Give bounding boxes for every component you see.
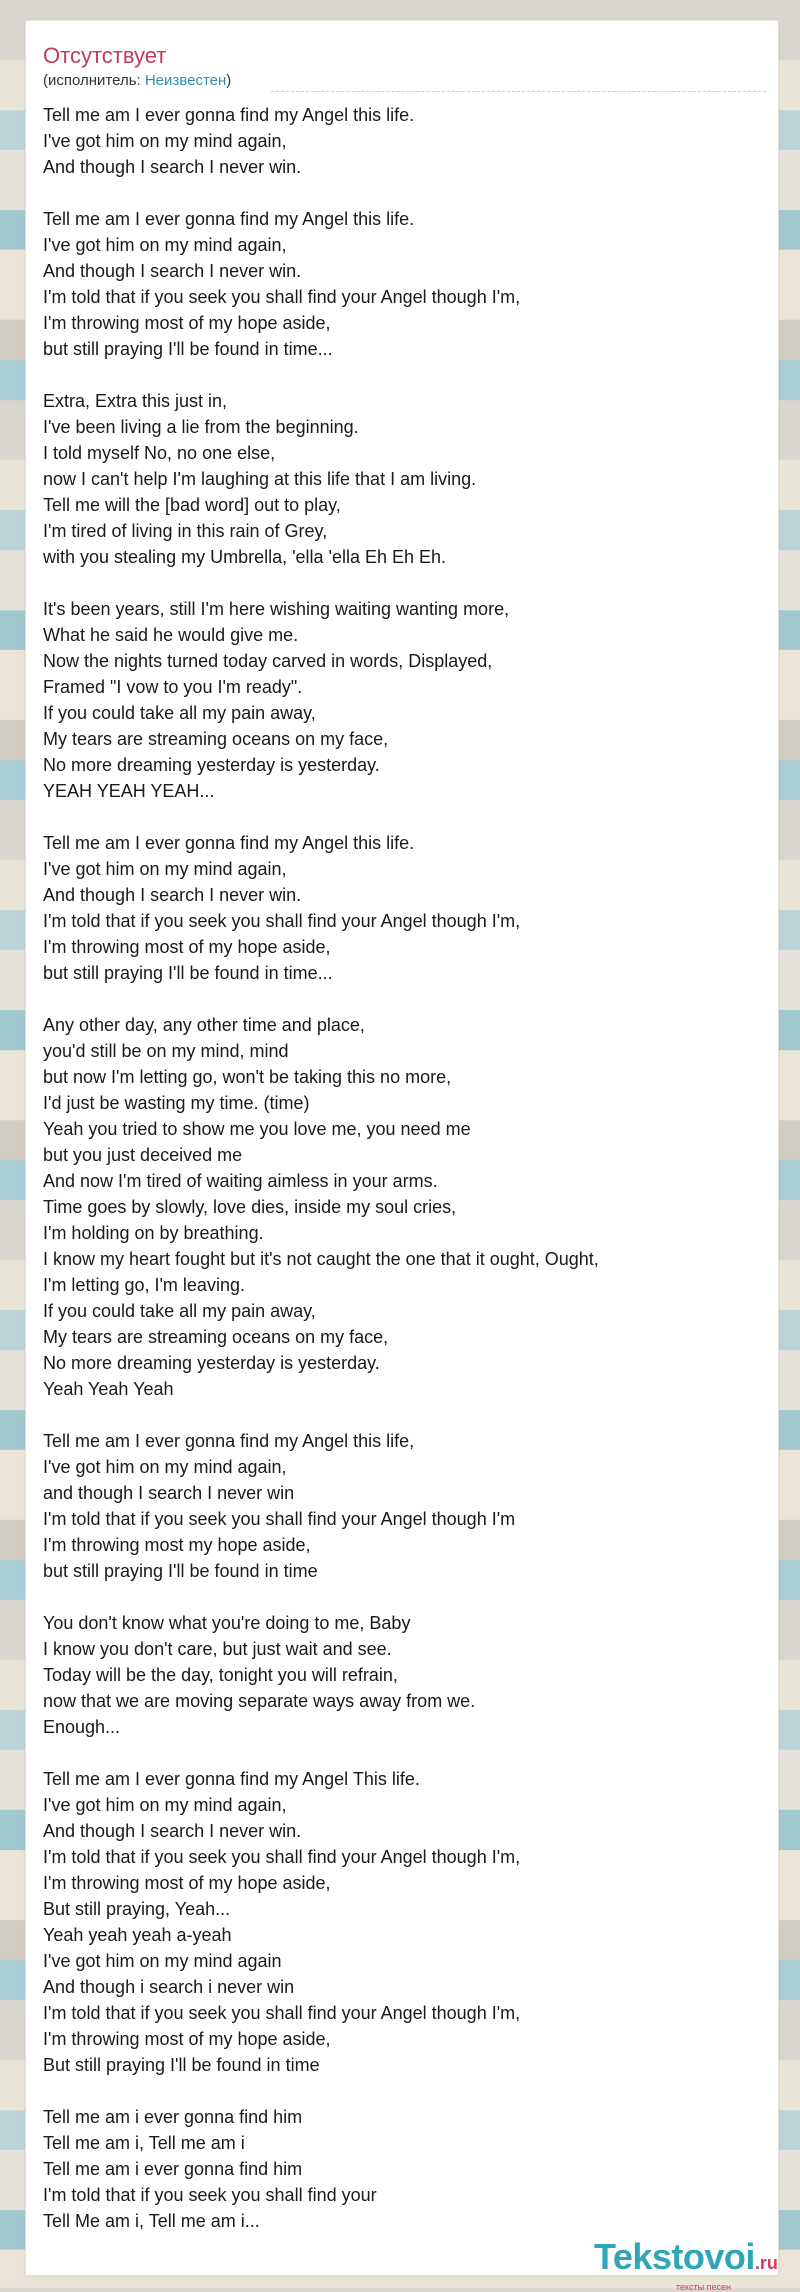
lyric-line: And though I search I never win.: [43, 157, 302, 177]
lyric-line: I'm throwing most my hope aside,: [43, 1535, 311, 1555]
lyrics-stanza: [43, 388, 763, 570]
lyric-line: I'm told that if you seek you shall find your Angel though I'm,: [43, 2003, 521, 2023]
lyric-line: If you could take all my pain away,: [43, 1301, 316, 1321]
lyric-line: I'm throwing most of my hope aside,: [43, 937, 331, 957]
lyric-line: and though I search I never win: [43, 1483, 295, 1503]
lyric-line: Framed "I vow to you I'm ready".: [43, 677, 303, 697]
lyric-line: I'm told that if you seek you shall find your: [43, 2185, 377, 2205]
logo-wordmark: [594, 2238, 794, 2282]
song-title: Отсутствует: [43, 43, 167, 68]
lyrics-card: [25, 20, 779, 2292]
lyric-line: I'm letting go, I'm leaving.: [43, 1275, 245, 1295]
lyric-line: And though I search I never win.: [43, 885, 302, 905]
lyric-line: with you stealing my Umbrella, 'ella 'ella Eh Eh Eh.: [43, 547, 447, 567]
lyric-line: now I can't help I'm laughing at this life that I am living.: [43, 469, 477, 489]
performer-line: [43, 72, 231, 89]
lyric-line: I'm told that if you seek you shall find your Angel though I'm,: [43, 287, 521, 307]
lyric-line: but still praying I'll be found in time...: [43, 339, 333, 359]
logo-domain: .ru: [754, 2253, 778, 2273]
lyric-line: My tears are streaming oceans on my face,: [43, 1327, 389, 1347]
lyric-line: But still praying I'll be found in time: [43, 2055, 320, 2075]
lyrics-stanza: [43, 1766, 763, 2078]
lyric-line: I'm holding on by breathing.: [43, 1223, 264, 1243]
lyric-line: No more dreaming yesterday is yesterday.: [43, 1353, 380, 1373]
lyrics-stanza: [43, 206, 763, 362]
performer-suffix: ): [226, 72, 232, 89]
lyric-line: Time goes by slowly, love dies, inside my soul cries,: [43, 1197, 457, 1217]
lyric-line: I'm tired of living in this rain of Grey,: [43, 521, 328, 541]
lyric-line: Tell me will the [bad word] out to play,: [43, 495, 341, 515]
lyric-line: I've got him on my mind again,: [43, 131, 287, 151]
lyric-line: but still praying I'll be found in time...: [43, 963, 333, 983]
lyric-line: I'm throwing most of my hope aside,: [43, 1873, 331, 1893]
logo-name: Tekstovoi: [594, 2236, 755, 2277]
lyrics-stanza: [43, 596, 763, 804]
lyrics-text: [43, 102, 763, 2234]
lyric-line: Tell me am I ever gonna find my Angel this life.: [43, 209, 415, 229]
lyric-line: Tell Me am i, Tell me am i...: [43, 2211, 260, 2231]
lyric-line: Extra, Extra this just in,: [43, 391, 228, 411]
lyric-line: And though I search I never win.: [43, 1821, 302, 1841]
lyric-line: Tell me am I ever gonna find my Angel This life.: [43, 1769, 420, 1789]
lyric-line: I've been living a lie from the beginning.: [43, 417, 359, 437]
performer-prefix: (исполнитель:: [43, 72, 145, 89]
lyric-line: I've got him on my mind again,: [43, 1457, 287, 1477]
lyric-line: Tell me am i ever gonna find him: [43, 2107, 303, 2127]
lyric-line: I've got him on my mind again,: [43, 1795, 287, 1815]
lyric-line: I'm told that if you seek you shall find your Angel though I'm,: [43, 1847, 521, 1867]
lyric-line: Tell me am I ever gonna find my Angel this life.: [43, 105, 415, 125]
lyrics-stanza: [43, 2104, 763, 2234]
lyric-line: Tell me am i, Tell me am i: [43, 2133, 245, 2153]
lyric-line: Today will be the day, tonight you will refrain,: [43, 1665, 398, 1685]
lyric-line: And now I'm tired of waiting aimless in your arms.: [43, 1171, 438, 1191]
lyrics-stanza: [43, 1012, 763, 1402]
lyric-line: Tell me am I ever gonna find my Angel this life.: [43, 833, 415, 853]
lyric-line: It's been years, still I'm here wishing waiting wanting more,: [43, 599, 510, 619]
lyric-line: I've got him on my mind again,: [43, 859, 287, 879]
lyric-line: I told myself No, no one else,: [43, 443, 276, 463]
lyric-line: Yeah you tried to show me you love me, you need me: [43, 1119, 471, 1139]
lyric-line: No more dreaming yesterday is yesterday.: [43, 755, 380, 775]
lyric-line: What he said he would give me.: [43, 625, 299, 645]
lyric-line: I'm told that if you seek you shall find your Angel though I'm,: [43, 911, 521, 931]
lyric-line: I'm throwing most of my hope aside,: [43, 2029, 331, 2049]
lyrics-stanza: [43, 102, 763, 180]
lyrics-stanza: [43, 1428, 763, 1584]
lyric-line: Any other day, any other time and place,: [43, 1015, 365, 1035]
lyric-line: If you could take all my pain away,: [43, 703, 316, 723]
lyrics-stanza: [43, 1610, 763, 1740]
logo-tagline: тексты песен: [676, 2282, 732, 2292]
lyric-line: but still praying I'll be found in time: [43, 1561, 318, 1581]
lyric-line: but you just deceived me: [43, 1145, 243, 1165]
lyric-line: you'd still be on my mind, mind: [43, 1041, 289, 1061]
lyric-line: I've got him on my mind again: [43, 1951, 282, 1971]
performer-link[interactable]: Неизвестен: [144, 72, 227, 89]
lyric-line: YEAH YEAH YEAH...: [43, 781, 215, 801]
header-divider: [271, 91, 766, 92]
lyric-line: Yeah Yeah Yeah: [43, 1379, 174, 1399]
lyric-line: Yeah yeah yeah a-yeah: [43, 1925, 232, 1945]
lyric-line: And though I search I never win.: [43, 261, 302, 281]
lyric-line: I'd just be wasting my time. (time): [43, 1093, 310, 1113]
lyric-line: But still praying, Yeah...: [43, 1899, 231, 1919]
lyric-line: but now I'm letting go, won't be taking this no more,: [43, 1067, 452, 1087]
lyric-line: You don't know what you're doing to me, Baby: [43, 1613, 411, 1633]
lyric-line: Now the nights turned today carved in words, Displayed,: [43, 651, 493, 671]
lyric-line: I've got him on my mind again,: [43, 235, 287, 255]
lyrics-stanza: [43, 830, 763, 986]
lyric-line: I know my heart fought but it's not caught the one that it ought, Ought,: [43, 1249, 599, 1269]
lyric-line: now that we are moving separate ways away from we.: [43, 1691, 476, 1711]
lyric-line: Enough...: [43, 1717, 121, 1737]
site-logo[interactable]: [594, 2238, 794, 2290]
lyric-line: Tell me am I ever gonna find my Angel this life,: [43, 1431, 415, 1451]
lyric-line: And though i search i never win: [43, 1977, 295, 1997]
lyric-line: Tell me am i ever gonna find him: [43, 2159, 303, 2179]
lyric-line: I'm told that if you seek you shall find your Angel though I'm: [43, 1509, 516, 1529]
lyric-line: I know you don't care, but just wait and see.: [43, 1639, 392, 1659]
lyric-line: I'm throwing most of my hope aside,: [43, 313, 331, 333]
lyric-line: My tears are streaming oceans on my face,: [43, 729, 389, 749]
